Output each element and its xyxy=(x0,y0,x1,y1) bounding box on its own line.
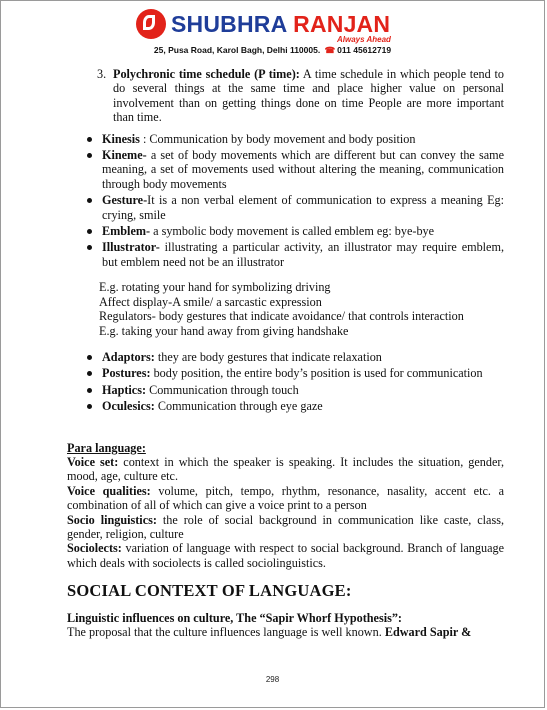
bullet-list-1 xyxy=(67,132,504,270)
para-term: Sociolects: xyxy=(67,541,122,556)
para-item xyxy=(67,541,504,570)
address-line xyxy=(1,45,544,56)
bullet-term: Gesture- xyxy=(102,193,148,208)
bullet-text: a set of body movements which are different but can convey the same meaning, a set of movements used without altering the meaning, communication through body movements xyxy=(102,148,504,191)
para-text: the role of social background in communication like caste, class, gender, religion, culture xyxy=(67,512,505,541)
list-item xyxy=(67,240,504,269)
bullet-text: body position, the entire body’s position is used for communication xyxy=(150,366,483,381)
list-item xyxy=(67,224,504,238)
brand-name-first: SHUBHRA xyxy=(171,10,287,37)
intro-text: The proposal that the culture influences language is well known. xyxy=(67,625,385,639)
para-term: Voice set: xyxy=(67,454,119,469)
bullet-term: Illustrator- xyxy=(102,240,160,255)
bullet-text: illustrating a particular activity, an illustrator may require emblem, but emblem need not be an illustrator xyxy=(102,240,504,269)
item-number: 3. xyxy=(97,67,107,81)
page-content xyxy=(67,67,504,639)
para-text: context in which the speaker is speaking. It includes the situation, gender, mood, age, culture etc. xyxy=(67,454,505,484)
item-text: A time schedule in which people tend to do several things at the same time and place higher value on personal involvement than on getting things done on time People are more important than time. xyxy=(113,67,505,125)
para-term: Voice qualities: xyxy=(67,483,151,498)
section-subheading: Linguistic influences on culture, The “Sapir Whorf Hypothesis”: xyxy=(67,610,402,625)
para-text: volume, pitch, tempo, rhythm, resonance, nasality, accent etc. a combination of all of which can give a voice print to a person xyxy=(67,483,504,513)
para-item xyxy=(67,484,504,513)
address-text: 25, Pusa Road, Karol Bagh, Delhi 110005. xyxy=(153,45,321,55)
bullet-term: Kineme- xyxy=(102,148,147,163)
brand-logo-icon xyxy=(136,9,166,39)
section-intro xyxy=(67,625,504,639)
list-item xyxy=(67,366,504,380)
example-line: E.g. rotating your hand for symbolizing driving xyxy=(99,280,331,295)
numbered-item xyxy=(67,67,504,125)
example-line: E.g. taking your hand away from giving handshake xyxy=(99,323,349,338)
bullet-text: Communication through touch xyxy=(146,382,299,397)
bullet-term: Postures: xyxy=(102,366,151,381)
brand-name-second: RANJAN xyxy=(293,10,391,37)
page-number: 298 xyxy=(265,675,280,684)
intro-bold: Edward Sapir & xyxy=(384,625,472,639)
list-item xyxy=(67,193,504,222)
bullet-term: Emblem- xyxy=(102,224,151,239)
brand-name xyxy=(171,11,390,38)
para-text: variation of language with respect to social background. Branch of language which deals with sociolects is called sociolinguistics. xyxy=(67,541,504,570)
phone-number: 011 45612719 xyxy=(337,45,392,55)
bullet-text: : Communication by body movement and body position xyxy=(139,131,416,146)
example-line: Affect display-A smile/ a sarcastic expression xyxy=(99,294,322,309)
example-line: Regulators- body gestures that indicate avoidance/ that controls interaction xyxy=(99,309,464,324)
bullet-text: Communication through eye gaze xyxy=(154,399,323,414)
bullet-text: a symbolic body movement is called emblem eg: bye-bye xyxy=(150,224,435,239)
list-item xyxy=(67,383,504,397)
bullet-term: Kinesis xyxy=(102,131,140,146)
list-item xyxy=(67,399,504,413)
list-item xyxy=(67,148,504,191)
section-title: SOCIAL CONTEXT OF LANGUAGE: xyxy=(67,581,352,601)
para-item xyxy=(67,455,504,484)
bullet-term: Haptics: xyxy=(102,382,147,397)
brand-tagline: Always Ahead xyxy=(337,35,391,44)
para-term: Socio linguistics: xyxy=(67,512,157,527)
list-item xyxy=(67,350,504,364)
para-language-heading: Para language: xyxy=(67,440,146,455)
examples-block xyxy=(67,280,504,338)
item-term: Polychronic time schedule (P time): xyxy=(113,67,300,81)
list-item xyxy=(67,132,504,146)
bullet-term: Adaptors: xyxy=(102,349,155,364)
para-item xyxy=(67,513,504,542)
bullet-text: they are body gestures that indicate relaxation xyxy=(154,349,382,364)
bullet-list-2 xyxy=(67,350,504,414)
phone-icon: ☎ xyxy=(324,45,336,55)
bullet-text: It is a non verbal element of communication to express a meaning Eg: crying, smile xyxy=(102,193,504,222)
bullet-term: Oculesics: xyxy=(102,399,155,414)
